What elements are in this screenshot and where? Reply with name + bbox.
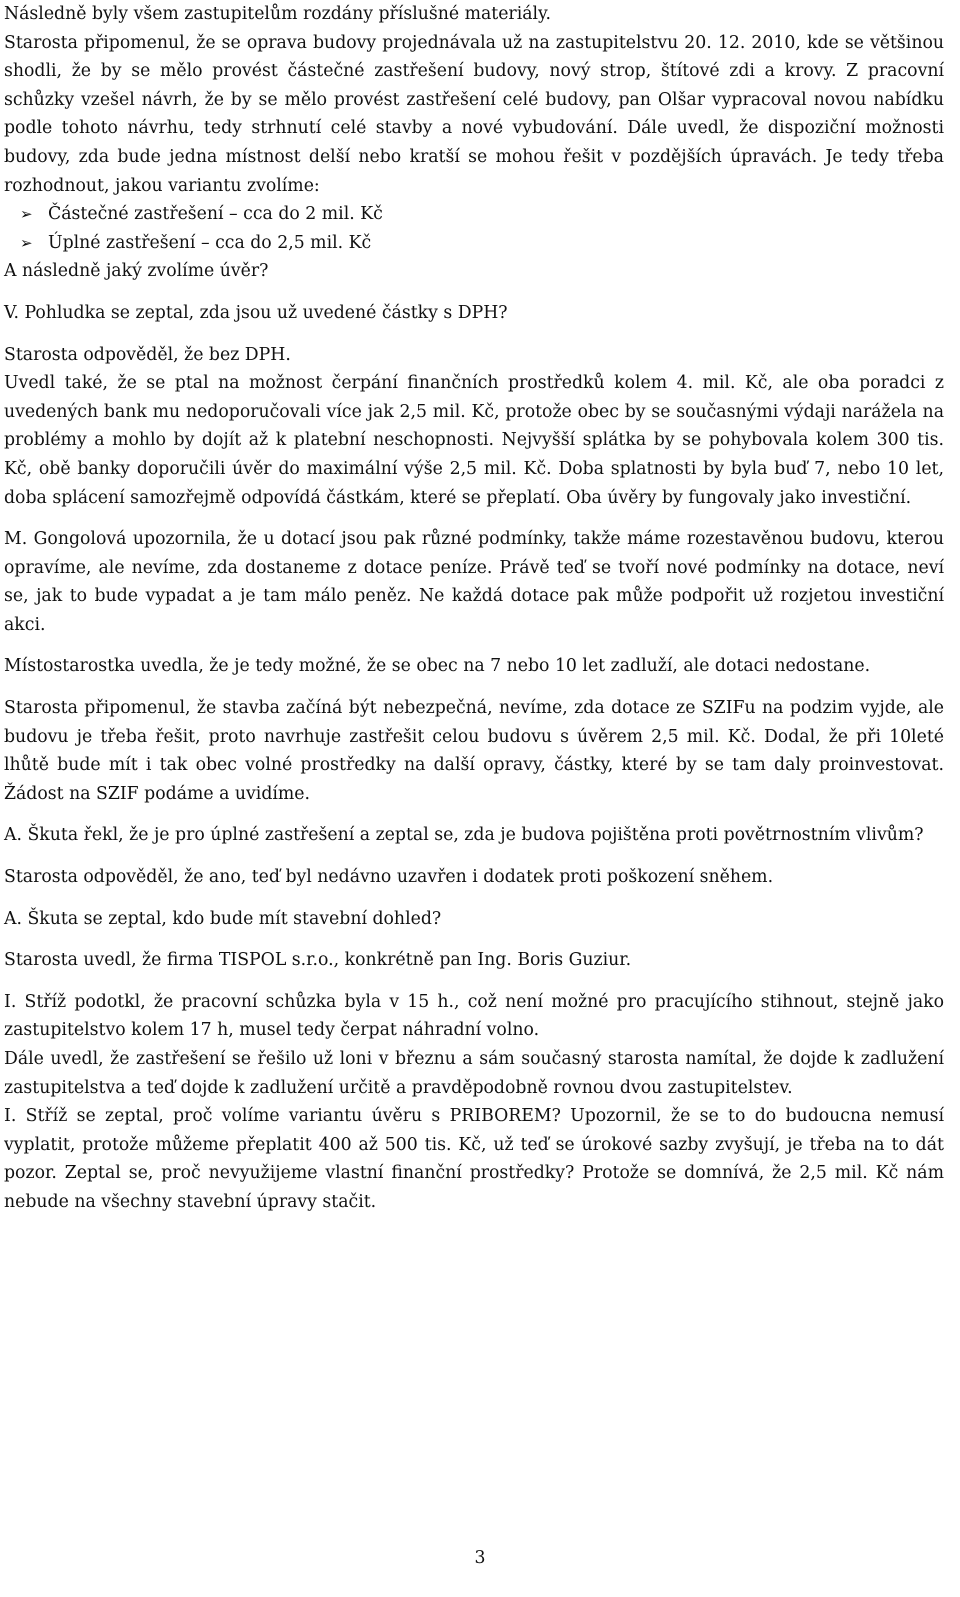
paragraph: A. Škuta se zeptal, kdo bude mít stavební dohled? [4, 908, 442, 929]
page-number: 3 [474, 1548, 486, 1568]
paragraph-block [4, 0, 944, 286]
paragraph: Starosta odpověděl, že ano, teď byl nedávno uzavřen i dodatek proti poškození sněhem. [4, 867, 774, 888]
paragraph-block [4, 652, 944, 681]
option-list [4, 200, 944, 257]
paragraph-block [4, 988, 944, 1217]
paragraph: I. Stříž se zeptal, proč volíme variantu úvěru s PRIBOREM? Upozornil, že se to do budoucna nemusí vyplatit, protože můžeme přeplatit 400 až 500 tis. Kč, už teď se úrokové sazby zvyšují, je třeba na to dát pozor. Zeptal se, proč nevyužijeme vlastní finanční prostředky? Protože se domnívá, že 2,5 mil. Kč nám nebude na všechny stavební úpravy stačit. [4, 1106, 944, 1212]
paragraph: Starosta uvedl, že firma TISPOL s.r.o., konkrétně pan Ing. Boris Guziur. [4, 950, 632, 971]
paragraph-block [4, 863, 944, 892]
paragraph: A následně jaký zvolíme úvěr? [4, 261, 269, 282]
paragraph: Uvedl také, že se ptal na možnost čerpání finančních prostředků kolem 4. mil. Kč, ale oba poradci z uvedených bank mu nedoporučovali více jak 2,5 mil. Kč, protože obec by se současnými výdaji narážela na problémy a mohlo by dojít až k platební neschopnosti. Nejvyšší splátka by se pohybovala kolem 300 tis. Kč, obě banky doporučili úvěr do maximální výše 2,5 mil. Kč. Doba splatnosti by byla buď 7, nebo 10 let, doba splácení samozřejmě odpovídá částkám, které se přeplatí. Oba úvěry by fungovaly jako investiční. [4, 373, 944, 508]
paragraph-block [4, 341, 944, 513]
paragraph-block [4, 299, 944, 328]
document-body [4, 0, 944, 1217]
paragraph: Starosta odpověděl, že bez DPH. [4, 344, 291, 365]
paragraph: Dále uvedl, že zastřešení se řešilo už loni v březnu a sám současný starosta namítal, že dojde k zadlužení zastupitelstva a teď dojde k zadlužení určitě a pravděpodobně rovnou dvou zastupitelstev. [4, 1049, 944, 1098]
paragraph: Starosta připomenul, že stavba začíná být nebezpečná, nevíme, zda dotace ze SZIFu na podzim vyjde, ale budovu je třeba řešit, proto navrhuje zastřešit celou budovu s úvěrem 2,5 mil. Kč. Dodal, že při 10leté lhůtě bude mít i tak obec volné prostředky na další opravy, částky, které by se tam daly proinvestovat. Žádost na SZIF podáme a uvidíme. [4, 698, 944, 804]
paragraph: I. Stříž podotkl, že pracovní schůzka byla v 15 h., což není možné pro pracujícího stihnout, stejně jako zastupitelstvo kolem 17 h, musel tedy čerpat náhradní volno. [4, 991, 944, 1041]
paragraph: A. Škuta řekl, že je pro úplné zastřešení a zeptal se, zda je budova pojištěna proti povětrnostním vlivům? [4, 825, 924, 846]
paragraph: Následně byly všem zastupitelům rozdány příslušné materiály. [4, 4, 552, 24]
arrow-bullet-icon: ➢ [20, 233, 33, 252]
paragraph-block [4, 905, 944, 934]
paragraph-block [4, 821, 944, 850]
paragraph-block [4, 694, 944, 808]
paragraph-block [4, 525, 944, 639]
paragraph-block [4, 946, 944, 975]
option-list-item [4, 229, 944, 258]
option-list-item [4, 200, 944, 229]
paragraph: Starosta připomenul, že se oprava budovy projednávala už na zastupitelstvu 20. 12. 2010, kde se většinou shodli, že by se mělo provést částečné zastřešení budovy, nový strop, štítové zdi a krovy. Z pracovní schůzky vzešel návrh, že by se mělo provést zastřešení celé budovy, pan Olšar vypracoval novou nabídku podle tohoto návrhu, tedy strhnutí celé stavby a nové vybudování. Dále uvedl, že dispoziční možnosti budovy, zda bude jedna místnost delší nebo kratší se mohou řešit v pozdějších úpravách. Je tedy třeba rozhodnout, jakou variantu zvolíme: [4, 32, 944, 196]
option-text: Částečné zastřešení – cca do 2 mil. Kč [48, 204, 383, 225]
option-text: Úplné zastřešení – cca do 2,5 mil. Kč [48, 232, 372, 253]
paragraph: Místostarostka uvedla, že je tedy možné, že se obec na 7 nebo 10 let zadluží, ale dotaci nedostane. [4, 656, 871, 677]
paragraph: M. Gongolová upozornila, že u dotací jsou pak různé podmínky, takže máme rozestavěnou budovu, kterou opravíme, ale nevíme, zda dostaneme z dotace peníze. Právě teď se tvoří nové podmínky na dotace, neví se, jak to bude vypadat a je tam málo peněz. Ne každá dotace pak může podpořit už rozjetou investiční akci. [4, 529, 944, 635]
paragraph: V. Pohludka se zeptal, zda jsou už uvedené částky s DPH? [4, 302, 508, 323]
arrow-bullet-icon: ➢ [20, 205, 33, 224]
